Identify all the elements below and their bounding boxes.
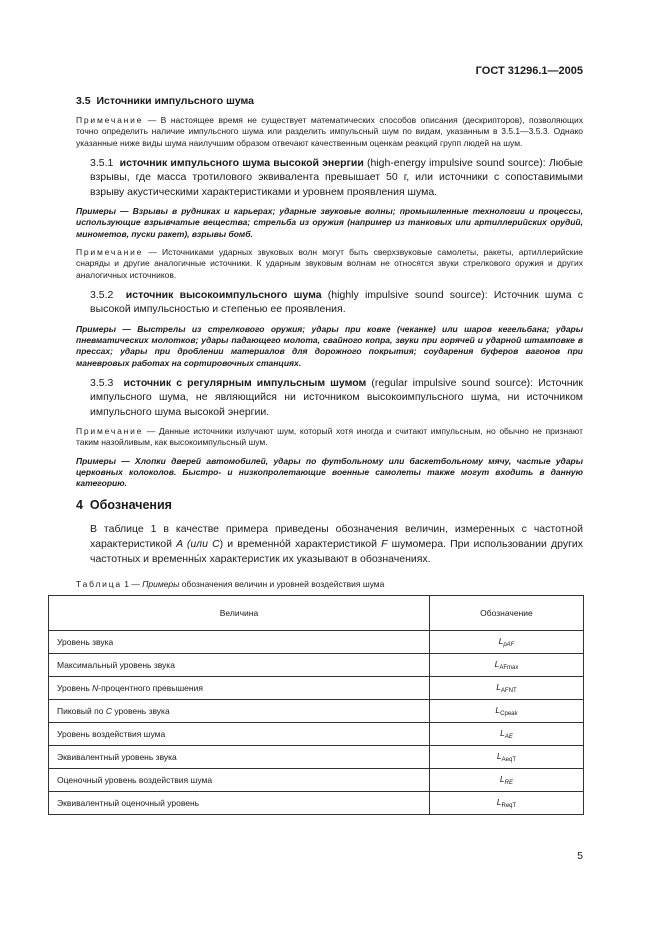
text-run-italic: A <box>176 537 183 550</box>
symbol-cell <box>429 676 583 699</box>
caption-label: Таблица <box>76 578 122 589</box>
symbol-base: L <box>495 704 501 715</box>
symbol-cell <box>429 630 583 653</box>
symbol-cell <box>429 653 583 676</box>
examples-3-5-3: Примеры — Хлопки дверей автомобилей, удары по футбольному или баскетбольному мячу, частые удары церковных колоколов. Быстро- и низкопролетающие военные самолеты также могут входить в данную категорию. <box>76 455 583 489</box>
term-name: источник высокоимпульсного шума <box>125 288 322 301</box>
symbol-subscript-text: AE <box>504 733 513 740</box>
column-header-quantity: Величина <box>49 595 430 630</box>
symbol-subscript-text: RE <box>504 779 513 786</box>
table-row <box>49 791 584 814</box>
symbol-cell <box>429 722 583 745</box>
note-text: — Источниками ударных звуковых волн могут быть сверхзвуковые самолеты, ракеты, артиллерийские снаряды и другие аналогичные источники. К ударным звуковым волнам не относятся звуки стрелкового оружия и других аналогичных источников. <box>76 247 583 280</box>
text-run-italic: N <box>92 682 99 693</box>
table-header-row <box>49 595 584 630</box>
table-row <box>49 699 584 722</box>
caption-text: обозначения величин и уровней воздействия шума <box>179 578 385 589</box>
term-3-5-2 <box>76 288 583 317</box>
section-heading-3-5 <box>76 95 583 107</box>
caption-number: 1 — <box>121 578 143 589</box>
text-run-italic: (или <box>182 537 213 550</box>
page-number: 5 <box>577 850 583 862</box>
text-run: ) и временно́й характеристикой <box>219 537 382 550</box>
symbol-subscript <box>505 734 513 740</box>
note-text: — В настоящее время не существует математических способов описания (дескрипторов), позволяющих точно определить наличие импульсного шума или разделить импульсный шум по видам, указанным в 3.5.1—3.5.3. Однако указанные ниже виды шума наилучшим образом отвечают качественным оценкам реакций групп людей на шум. <box>76 115 583 148</box>
term-3-5-1 <box>76 156 583 199</box>
table-caption <box>76 579 583 589</box>
caption-emphasis: Примеры <box>142 578 180 589</box>
section-number: 3.5 <box>76 95 91 107</box>
term-number: 3.5.1 <box>90 156 114 169</box>
symbol-cell <box>429 768 583 791</box>
section-number: 4 <box>76 497 83 512</box>
term-number: 3.5.2 <box>90 288 114 301</box>
note-label: Примечание <box>76 247 144 257</box>
note-3-5-1 <box>76 247 583 281</box>
note-label: Примечание <box>76 115 144 125</box>
note-3-5-3 <box>76 426 583 449</box>
table-row <box>49 676 584 699</box>
note-3-5 <box>76 115 583 149</box>
symbol-subscript: AFNT <box>501 687 517 694</box>
symbol-base: L <box>500 727 505 738</box>
table-row <box>49 722 584 745</box>
term-name: источник импульсного шума высокой энергии <box>119 156 364 169</box>
quantity-cell <box>49 676 430 699</box>
symbol-base: L <box>496 796 502 807</box>
section-title: Обозначения <box>89 497 172 512</box>
text-run: -процентного превышения <box>98 682 203 693</box>
quantity-cell: Эквивалентный оценочный уровень <box>49 791 430 814</box>
text-run-italic: C <box>105 705 112 716</box>
text-run: шумомера. При использовании других частотных и временны́х характеристик их указывают в обозначениях. <box>90 537 584 565</box>
symbol-subscript: Cpeak <box>500 710 518 717</box>
symbol-cell <box>429 745 583 768</box>
quantity-cell: Уровень воздействия шума <box>49 722 430 745</box>
term-definition: (highly impulsive sound source): Источник шума с высокой импульсностью и степенью ее проявления. <box>90 288 584 316</box>
symbol-base: L <box>499 773 505 784</box>
text-run: Пиковый по <box>57 705 106 716</box>
symbol-base: L <box>496 681 501 692</box>
text-run-italic: C <box>212 537 220 550</box>
page-content <box>57 95 584 815</box>
section-heading-4 <box>76 498 583 512</box>
symbol-subscript <box>503 642 514 648</box>
note-label: Примечание <box>76 426 144 437</box>
quantity-cell: Оценочный уровень воздействия шума <box>49 768 430 791</box>
examples-3-5-1: Примеры — Взрывы в рудниках и карьерах; ударные звуковые волны; промышленные технологии и процессы, использующие взрывчатые вещества; стрельба из оружия (например из танковых или артиллерийских орудий, минометов, пуски ракет), взрывы бомб. <box>76 206 583 239</box>
column-header-symbol: Обозначение <box>429 595 583 630</box>
symbol-cell <box>429 699 583 722</box>
symbol-cell <box>429 791 583 814</box>
symbol-base: L <box>498 635 504 646</box>
section-4-paragraph <box>76 522 583 567</box>
symbol-subscript-text: pAF <box>503 641 515 648</box>
table-row <box>49 653 584 676</box>
table-row <box>49 768 584 791</box>
term-number: 3.5.3 <box>90 376 114 389</box>
document-code: ГОСТ 31296.1—2005 <box>475 65 583 77</box>
term-name: источник с регулярным импульсным шумом <box>123 376 367 389</box>
symbol-subscript <box>505 780 513 786</box>
text-run: Уровень <box>57 682 93 693</box>
text-run: уровень звука <box>111 705 170 716</box>
section-title: Источники импульсного шума <box>96 95 254 107</box>
table-row <box>49 630 584 653</box>
quantity-cell <box>49 699 430 722</box>
quantity-cell: Уровень звука <box>49 630 430 653</box>
note-text: — Данные источники излучают шум, который хотя иногда и считают импульсным, но обычно не признают таким назойливым, как высокоимпульсный шум. <box>76 426 583 448</box>
text-run: В таблице 1 в качестве примера приведены обозначения величин, измеренных с частотной характеристикой <box>90 522 583 550</box>
quantity-cell: Эквивалентный уровень звука <box>49 745 430 768</box>
symbol-base: L <box>496 750 502 761</box>
symbol-subscript: AeqT <box>501 756 516 763</box>
quantity-cell: Максимальный уровень звука <box>49 653 430 676</box>
examples-3-5-2: Примеры — Выстрелы из стрелкового оружия; удары при ковке (чеканке) или шаров кегельбана; удары пневматических молотков; удары падающего молота, свайного копра, звуки при горячей и ударной штамповке в прессах; удары при дроблении материалов для дорожного покрытия; соударения буферов вагонов при маневровых работах на сортировочных станциях. <box>76 323 583 368</box>
symbols-table <box>48 595 584 815</box>
term-3-5-3 <box>76 376 583 419</box>
text-run-italic: F <box>381 537 388 550</box>
symbol-subscript: ReqT <box>501 802 517 809</box>
term-definition: (regular impulsive sound source): Источник импульсного шума, не являющийся ни источником высокоимпульсного шума, ни источником импульсного шума высокой энергии. <box>90 376 583 418</box>
term-definition: (high-energy impulsive sound source): Любые взрывы, где масса тротилового эквивалента превышает 50 г, или источники с сопоставимыми взрыву акустическими характеристиками и уровнем проявления шума. <box>90 156 583 198</box>
symbol-subscript: AFmax <box>499 664 519 671</box>
table-row <box>49 745 584 768</box>
symbol-base: L <box>494 658 500 669</box>
